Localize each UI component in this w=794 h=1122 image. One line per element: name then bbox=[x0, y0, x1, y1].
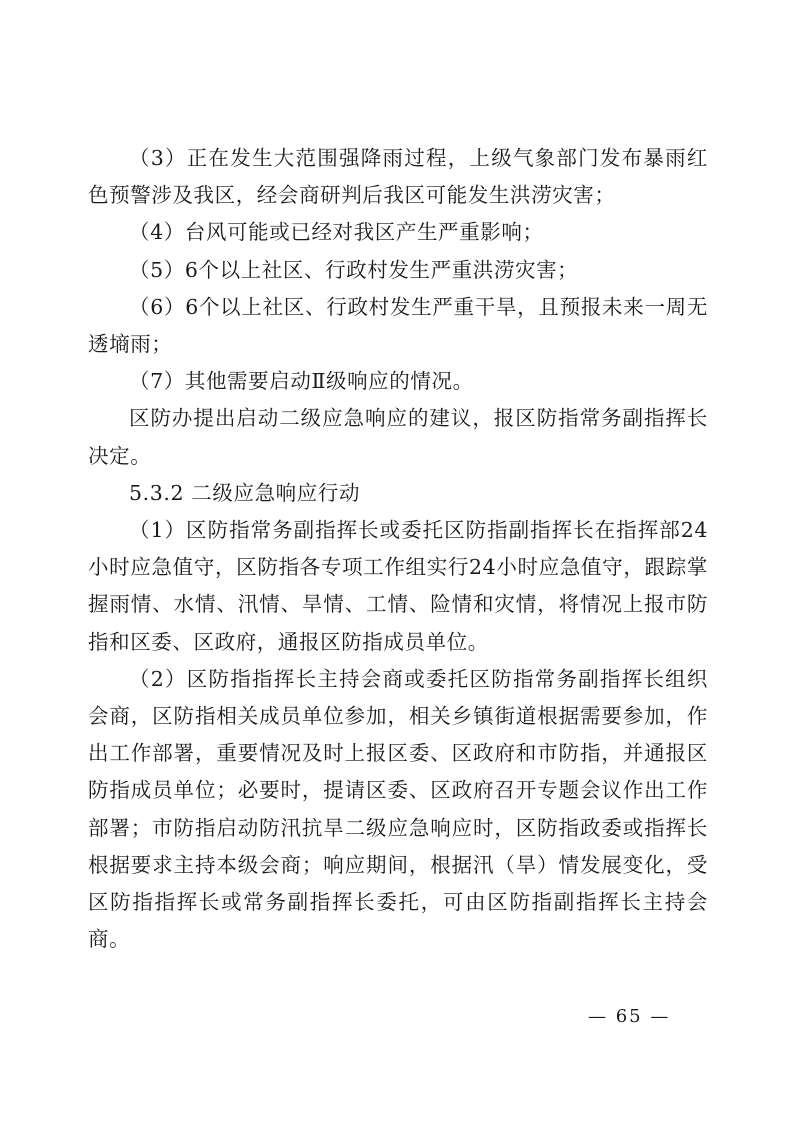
paragraph-criterion-6: （6）6个以上社区、行政村发生严重干旱，且预报未来一周无透墒雨； bbox=[88, 294, 708, 357]
paragraph-criterion-7: （7）其他需要启动Ⅱ级响应的情况。 bbox=[129, 369, 474, 394]
paragraph-criterion-3: （3）正在发生大范围强降雨过程，上级气象部门发布暴雨红色预警涉及我区，经会商研判后我区可能发生洪涝灾害； bbox=[88, 146, 708, 208]
paragraph-action-2: （2）区防指指挥长主持会商或委托区防指常务副指挥长组织会商，区防指相关成员单位参加，相关乡镇街道根据需要参加，作出工作部署，重要情况及时上报区委、区政府和市防指，并通报区防指成员单位；必要时，提请区委、区政府召开专题会议作出工作部署；市防指启动防汛抗旱二级应急响应时，区防指政委或指挥长根据要求主持本级会商；响应期间，根据汛（旱）情发展变化，受区防指指挥长或常务副指挥长委托，可由区防指副指挥长主持会商。 bbox=[88, 666, 708, 952]
paragraph-action-1: （1）区防指常务副指挥长或委托区防指副指挥长在指挥部24小时应急值守，区防指各专项工作组实行24小时应急值守，跟踪掌握雨情、水情、汛情、旱情、工情、险情和灾情，将情况上报市防指和区委、区政府，通报区防指成员单位。 bbox=[88, 518, 708, 654]
paragraph-criterion-4: （4）台风可能或已经对我区产生严重影响； bbox=[129, 220, 544, 245]
section-heading-5-3-2: 5.3.2 二级应急响应行动 bbox=[129, 480, 361, 505]
paragraph-criterion-5: （5）6个以上社区、行政村发生严重洪涝灾害； bbox=[129, 257, 579, 282]
paragraph-decision: 区防办提出启动二级应急响应的建议，报区防指常务副指挥长决定。 bbox=[88, 406, 708, 468]
page-number: — 65 — bbox=[588, 1006, 671, 1027]
document-body bbox=[88, 140, 708, 958]
